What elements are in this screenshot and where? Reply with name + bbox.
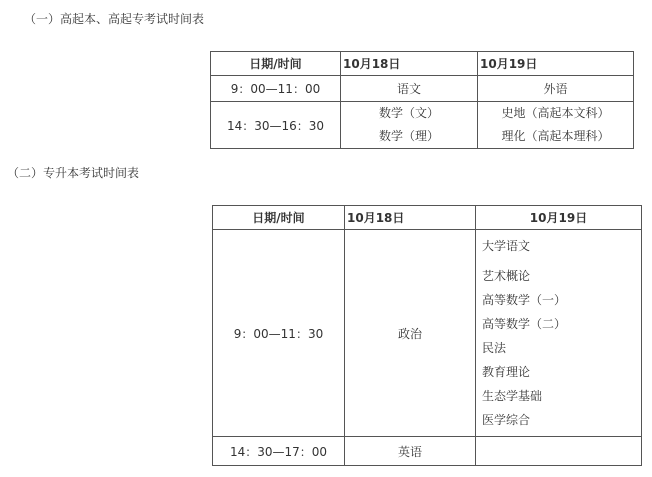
subject-item: 民法 [482, 341, 507, 355]
header-oct18: 10月18日 [345, 206, 476, 230]
table-row [213, 230, 642, 437]
section2-heading: （二）专升本考试时间表 [7, 166, 140, 180]
subject-line: 理化（高起本理科） [501, 129, 610, 143]
table-row [211, 102, 634, 149]
subject-cell: 政治 [345, 230, 476, 437]
empty-cell [476, 437, 642, 466]
subject-item: 高等数学（二） [482, 317, 567, 331]
header-oct19: 10月19日 [478, 52, 634, 76]
header-date-time: 日期/时间 [213, 206, 345, 230]
subject-cell: 语文 [341, 76, 478, 102]
exam-schedule-table-1 [210, 51, 634, 149]
subject-item: 教育理论 [482, 365, 531, 379]
subject-item: 医学综合 [482, 413, 531, 427]
time-cell: 14：30—16：30 [211, 102, 341, 149]
table-header-row [213, 206, 642, 230]
subject-cell [341, 102, 478, 149]
table-row [213, 437, 642, 466]
subject-cell: 英语 [345, 437, 476, 466]
subject-cell: 外语 [478, 76, 634, 102]
time-cell: 9：00—11：30 [213, 230, 345, 437]
subject-list-cell [476, 230, 642, 437]
exam-schedule-table-2 [212, 205, 642, 466]
subject-cell [478, 102, 634, 149]
subject-item: 生态学基础 [482, 389, 543, 403]
table-header-row [211, 52, 634, 76]
subject-item: 大学语文 [482, 239, 531, 253]
time-cell: 14：30—17：00 [213, 437, 345, 466]
header-date-time: 日期/时间 [211, 52, 341, 76]
subject-item: 艺术概论 [482, 269, 531, 283]
subject-line: 数学（文） [378, 106, 439, 120]
table-row [211, 76, 634, 102]
subject-line: 数学（理） [378, 129, 439, 143]
section1-heading: （一）高起本、高起专考试时间表 [24, 12, 205, 26]
time-cell: 9：00—11：00 [211, 76, 341, 102]
header-oct18: 10月18日 [341, 52, 478, 76]
header-oct19: 10月19日 [476, 206, 642, 230]
subject-line: 史地（高起本文科） [501, 106, 610, 120]
subject-item: 高等数学（一） [482, 293, 567, 307]
